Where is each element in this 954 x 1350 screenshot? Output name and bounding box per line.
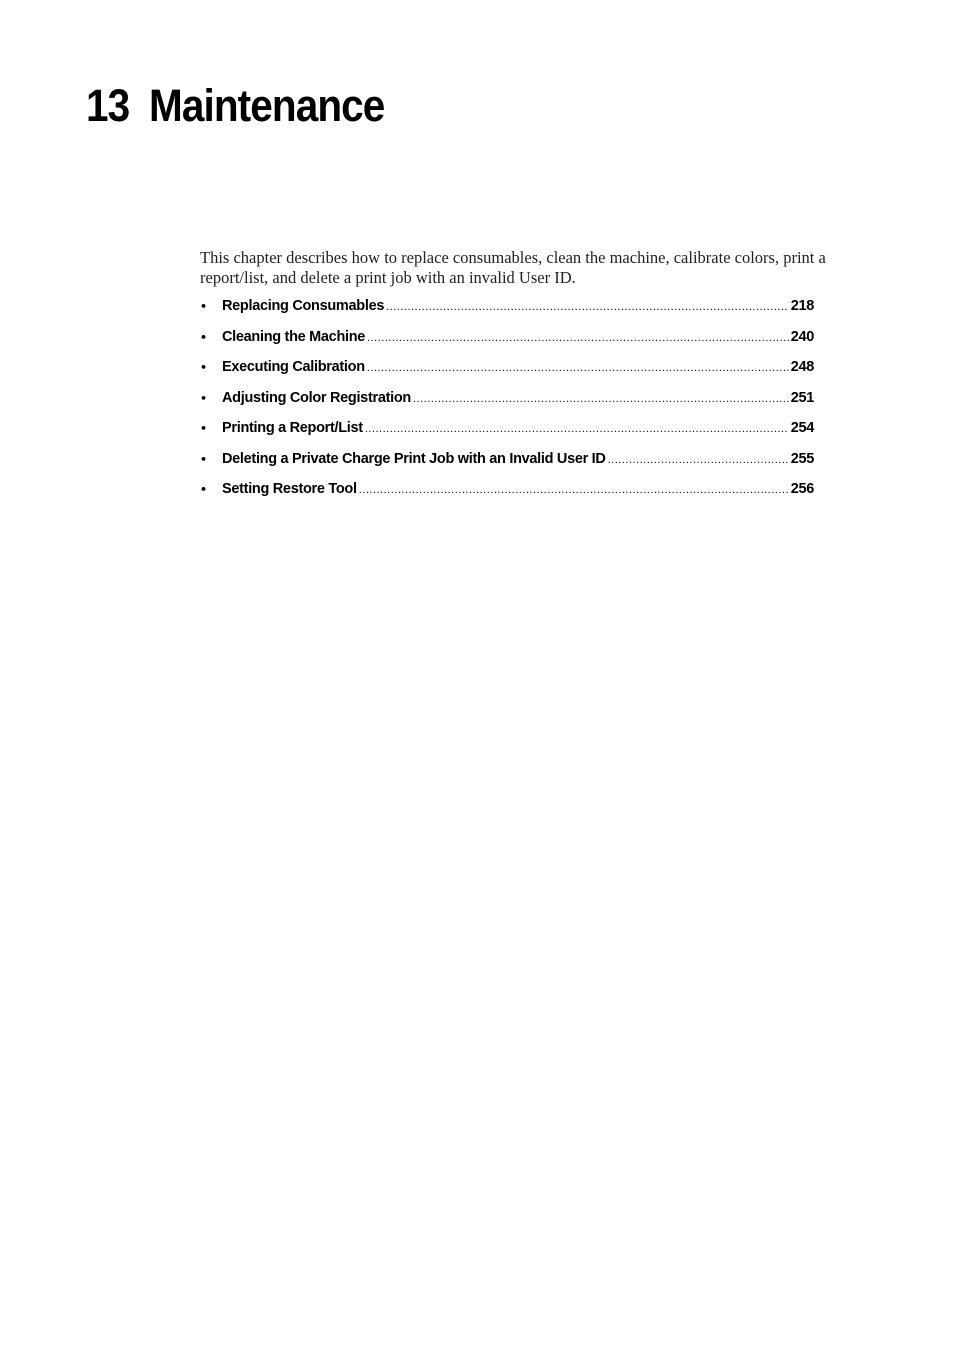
toc-entry-page: 218 bbox=[790, 298, 814, 314]
toc-entry-label: Printing a Report/List bbox=[222, 420, 363, 436]
toc-entry-label: Adjusting Color Registration bbox=[222, 389, 411, 406]
toc-entry-label: Deleting a Private Charge Print Job with an Invalid User ID bbox=[222, 450, 606, 467]
chapter-contents-list bbox=[200, 293, 814, 507]
toc-entry-page: 256 bbox=[790, 481, 814, 497]
toc-entry-cleaning-the-machine[interactable] bbox=[200, 324, 814, 355]
toc-entry-adjusting-color-registration[interactable] bbox=[200, 385, 814, 416]
bullet-icon: • bbox=[200, 483, 208, 496]
toc-entry-label: Setting Restore Tool bbox=[222, 481, 357, 497]
bullet-icon: • bbox=[200, 300, 208, 313]
toc-entry-setting-restore-tool[interactable] bbox=[200, 476, 814, 507]
toc-entry-page: 251 bbox=[790, 389, 814, 406]
toc-entry-deleting-private-charge-print-job[interactable] bbox=[200, 446, 814, 477]
toc-entry-label: Executing Calibration bbox=[222, 359, 365, 375]
toc-entry-page: 248 bbox=[790, 359, 814, 375]
toc-entry-page: 255 bbox=[790, 450, 814, 467]
bullet-icon: • bbox=[200, 330, 208, 344]
bullet-icon: • bbox=[200, 391, 208, 405]
toc-entry-page: 254 bbox=[790, 420, 814, 436]
toc-entry-label: Replacing Consumables bbox=[222, 298, 385, 314]
dot-leader bbox=[413, 386, 789, 412]
dot-leader bbox=[367, 355, 789, 381]
bullet-icon: • bbox=[200, 361, 208, 374]
chapter-heading bbox=[86, 76, 384, 136]
toc-entry-replacing-consumables[interactable] bbox=[200, 293, 814, 324]
toc-entry-page: 240 bbox=[790, 328, 814, 345]
chapter-intro: This chapter describes how to replace consumables, clean the machine, calibrate colors, print a report/list, and delete a print job with an invalid User ID. bbox=[200, 248, 826, 287]
dot-leader bbox=[367, 325, 789, 351]
bullet-icon: • bbox=[200, 422, 208, 435]
dot-leader bbox=[608, 447, 789, 473]
toc-entry-label: Cleaning the Machine bbox=[222, 328, 366, 345]
dot-leader bbox=[386, 294, 789, 320]
bullet-icon: • bbox=[200, 452, 208, 466]
toc-entry-printing-a-report-list[interactable] bbox=[200, 415, 814, 446]
chapter-number: 13 bbox=[86, 80, 130, 131]
dot-leader bbox=[359, 477, 789, 503]
dot-leader bbox=[365, 416, 789, 442]
toc-entry-executing-calibration[interactable] bbox=[200, 354, 814, 385]
chapter-title: Maintenance bbox=[149, 80, 385, 131]
